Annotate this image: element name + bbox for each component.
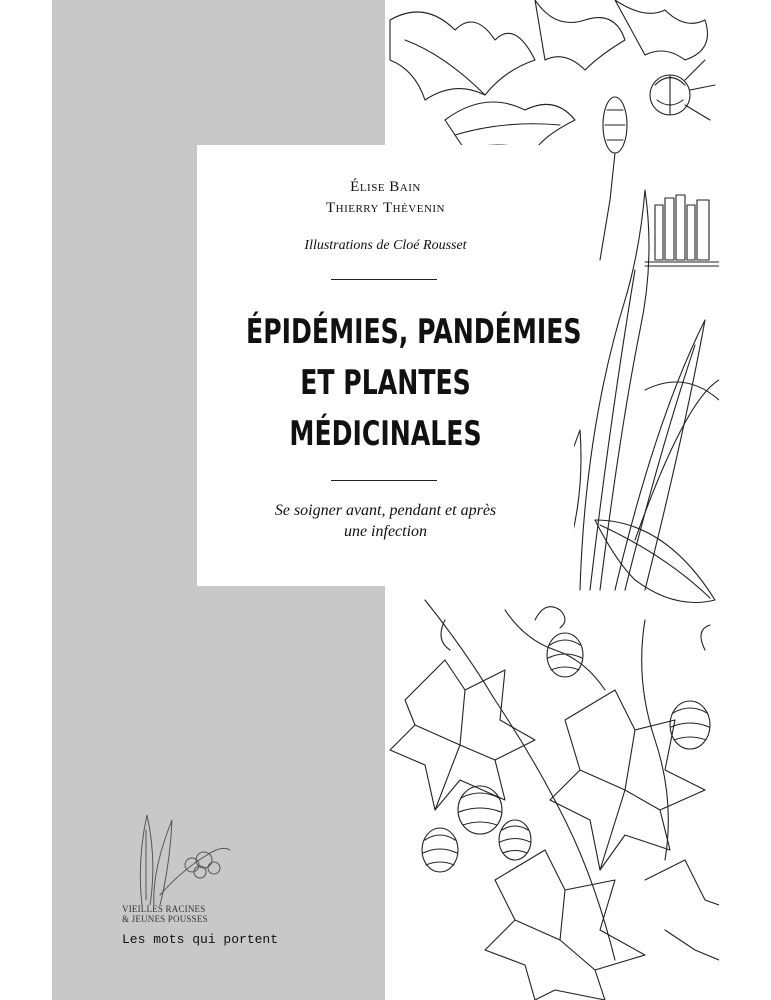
book-cover [52, 0, 719, 1000]
series-line: & JEUNES POUSSES [122, 914, 208, 924]
book-subtitle [197, 500, 574, 542]
title-line: ET PLANTES [300, 363, 471, 403]
divider [331, 480, 437, 481]
divider [331, 279, 437, 280]
author-name: Élise Bain [350, 179, 421, 195]
subtitle-line: Se soigner avant, pendant et après [274, 502, 497, 519]
subtitle-line: une infection [343, 523, 428, 540]
title-line: ÉPIDÉMIES, PANDÉMIES [246, 312, 582, 352]
publisher-imprint: Les mots qui portent [122, 932, 279, 947]
book-title [246, 307, 582, 460]
plant-logo [122, 810, 232, 905]
title-panel [197, 145, 582, 586]
author-list [197, 177, 574, 219]
illustrator-credit: Illustrations de Cloé Rousset [304, 238, 467, 253]
series-line: VIEILLES RACINES [122, 904, 206, 914]
publisher-block [122, 810, 322, 947]
title-line: MÉDICINALES [289, 414, 482, 454]
author-name: Thierry Thévenin [325, 200, 446, 216]
series-name [122, 904, 208, 924]
